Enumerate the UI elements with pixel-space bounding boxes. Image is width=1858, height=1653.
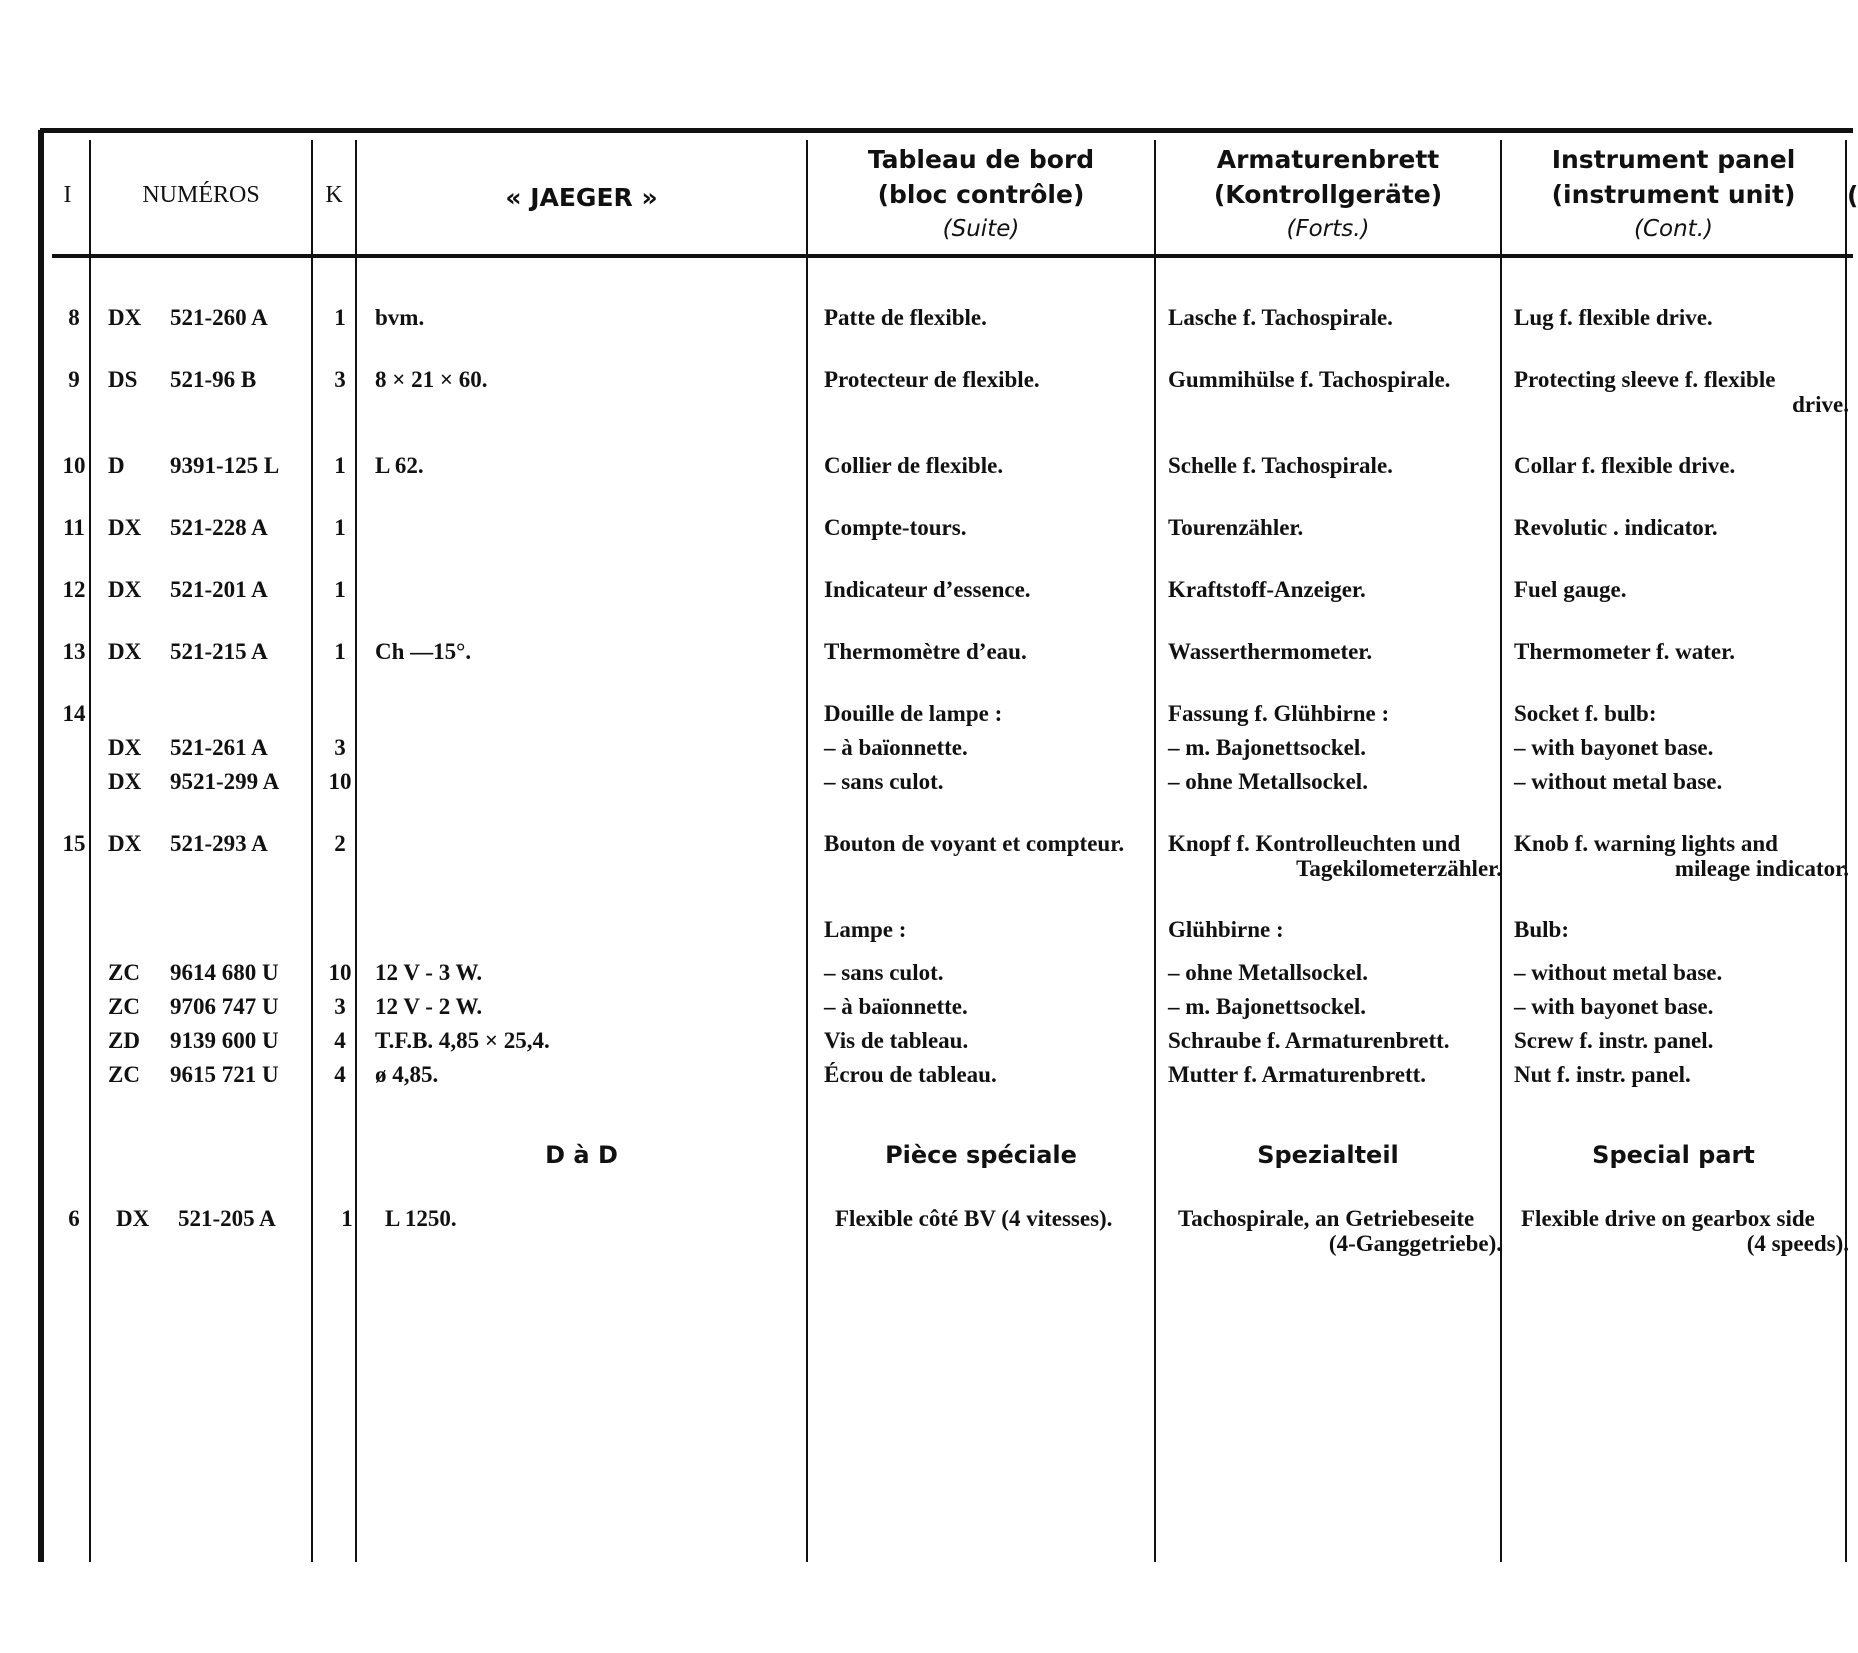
row-de-line2: Tagekilometerzähler.	[1296, 856, 1502, 881]
row-en-line1: Protecting sleeve f. flexible	[1514, 367, 1776, 392]
row-ref: ø 4,85.	[375, 1062, 439, 1087]
row-en: Collar f. flexible drive.	[1514, 453, 1736, 478]
row-prefix: ZC	[108, 960, 140, 985]
header-col-en	[1502, 142, 1845, 247]
row-en-line2: drive.	[1792, 392, 1849, 417]
row-en: Socket f. bulb:	[1514, 701, 1657, 726]
header-col-i: I	[63, 182, 72, 208]
row-num: 15	[62, 831, 86, 856]
row-de: – m. Bajonettsockel.	[1168, 735, 1367, 760]
row-ref: 8 × 21 × 60.	[375, 367, 488, 392]
row-fr: – sans culot.	[824, 769, 944, 794]
row-en: Screw f. instr. panel.	[1514, 1028, 1714, 1053]
row-de: Schelle f. Tachospirale.	[1168, 453, 1393, 478]
col-divider-fr	[1154, 140, 1156, 1562]
row-de: Kraftstoff-Anzeiger.	[1168, 577, 1366, 602]
row-qty: 1	[334, 577, 346, 602]
header-de-line2: (Kontrollgeräte)	[1213, 180, 1443, 209]
row-en: Nut f. instr. panel.	[1514, 1062, 1691, 1087]
special-row-en	[1521, 1206, 1849, 1256]
row-de: – m. Bajonettsockel.	[1168, 994, 1367, 1019]
row-code: 9614 680 U	[170, 960, 279, 985]
row-num: 8	[68, 305, 80, 330]
special-row-qty: 1	[341, 1206, 353, 1231]
row-fr: Douille de lampe :	[824, 701, 1003, 726]
row-fr: Lampe :	[824, 917, 907, 942]
special-row-prefix: DX	[116, 1206, 150, 1231]
header-col-jaeger: « JAEGER »	[505, 183, 658, 212]
header-bottom-rule	[52, 254, 1853, 258]
row-en: – without metal base.	[1514, 769, 1723, 794]
row-fr: Compte-tours.	[824, 515, 967, 540]
row-code: 521-293 A	[170, 831, 268, 856]
row-fr: – sans culot.	[824, 960, 944, 985]
row-en: Bulb:	[1514, 917, 1569, 942]
row-en: Thermometer f. water.	[1514, 639, 1735, 664]
row-qty: 1	[334, 305, 346, 330]
row-fr: Indicateur d’essence.	[824, 577, 1031, 602]
row-code: 9391-125 L	[170, 453, 280, 478]
row-code: 9139 600 U	[170, 1028, 279, 1053]
row-prefix: DX	[108, 769, 142, 794]
header-de-sub: (Forts.)	[1286, 216, 1370, 242]
row-qty: 1	[334, 639, 346, 664]
row-ref: L 62.	[375, 453, 424, 478]
row-de-line1: Knopf f. Kontrolleuchten und	[1168, 831, 1461, 856]
row-ref: 12 V - 3 W.	[375, 960, 483, 985]
section-de: Spezialteil	[1257, 1141, 1399, 1169]
special-row-de	[1178, 1206, 1502, 1256]
row-code: 521-201 A	[170, 577, 268, 602]
top-rule	[40, 128, 1853, 133]
row-qty: 3	[334, 367, 346, 392]
row-ref: Ch —15°.	[375, 639, 472, 664]
row-qty: 4	[334, 1062, 346, 1087]
row-code: 521-261 A	[170, 735, 268, 760]
row-num: 11	[63, 515, 85, 540]
header-col-de	[1156, 142, 1500, 247]
row-en	[1514, 831, 1849, 881]
row-prefix: D	[108, 453, 125, 478]
row-prefix: ZC	[108, 994, 140, 1019]
row-de: – ohne Metallsockel.	[1168, 960, 1368, 985]
left-border	[38, 130, 44, 1562]
row-num: 13	[62, 639, 86, 664]
col-divider-numeros	[311, 140, 313, 1562]
row-qty: 10	[328, 769, 352, 794]
row-fr: Patte de flexible.	[824, 305, 987, 330]
row-num: 12	[62, 577, 86, 602]
row-fr: Thermomètre d’eau.	[824, 639, 1027, 664]
row-de: Gummihülse f. Tachospirale.	[1168, 367, 1451, 392]
special-row-de-line1: Tachospirale, an Getriebeseite	[1178, 1206, 1475, 1231]
header-de-line1: Armaturenbrett	[1216, 145, 1440, 174]
row-ref: 12 V - 2 W.	[375, 994, 483, 1019]
header-col-numeros: NUMÉROS	[142, 182, 260, 208]
row-prefix: DX	[108, 305, 142, 330]
col-divider-jaeger	[806, 140, 808, 1562]
row-de: – ohne Metallsockel.	[1168, 769, 1368, 794]
row-de	[1168, 831, 1502, 881]
row-code: 521-215 A	[170, 639, 268, 664]
row-code: 9521-299 A	[170, 769, 280, 794]
row-en: – with bayonet base.	[1514, 994, 1714, 1019]
header-en-sub: (Cont.)	[1634, 216, 1713, 242]
row-prefix: DX	[108, 577, 142, 602]
row-qty: 1	[334, 453, 346, 478]
row-prefix: DS	[108, 367, 138, 392]
row-ref: T.F.B. 4,85 × 25,4.	[375, 1028, 550, 1053]
row-qty: 10	[328, 960, 352, 985]
special-row-de-line2: (4-Ganggetriebe).	[1328, 1231, 1502, 1256]
special-row-num: 6	[68, 1206, 80, 1231]
row-fr: – à baïonnette.	[824, 735, 968, 760]
row-qty: 3	[334, 994, 346, 1019]
row-prefix: DX	[108, 735, 142, 760]
row-en: Lug f. flexible drive.	[1514, 305, 1713, 330]
row-fr: – à baïonnette.	[824, 994, 968, 1019]
row-prefix: ZD	[108, 1028, 140, 1053]
row-fr: Écrou de tableau.	[824, 1062, 997, 1087]
row-en: Revolutic . indicator.	[1514, 515, 1718, 540]
header-en-line2: (instrument unit)	[1551, 180, 1796, 209]
row-de: Lasche f. Tachospirale.	[1168, 305, 1393, 330]
header-cut-char: (	[1847, 181, 1858, 210]
special-row-ref: L 1250.	[385, 1206, 457, 1231]
row-qty: 1	[334, 515, 346, 540]
row-fr: Protecteur de flexible.	[824, 367, 1040, 392]
row-fr: Bouton de voyant et compteur.	[824, 831, 1125, 856]
row-en-line2: mileage indicator.	[1674, 856, 1849, 881]
row-code: 521-260 A	[170, 305, 268, 330]
section-en: Special part	[1592, 1141, 1755, 1169]
row-de: Schraube f. Armaturenbrett.	[1168, 1028, 1450, 1053]
row-code: 9615 721 U	[170, 1062, 279, 1087]
section-fr: Pièce spéciale	[885, 1141, 1077, 1169]
row-de: Wasserthermometer.	[1168, 639, 1373, 664]
row-prefix: DX	[108, 831, 142, 856]
special-row-en-line1: Flexible drive on gearbox side	[1521, 1206, 1815, 1231]
row-fr: Vis de tableau.	[824, 1028, 969, 1053]
row-code: 521-96 B	[170, 367, 257, 392]
row-qty: 2	[334, 831, 346, 856]
header-fr-line2: (bloc contrôle)	[877, 180, 1085, 209]
special-row-code: 521-205 A	[178, 1206, 276, 1231]
row-qty: 4	[334, 1028, 346, 1053]
row-de: Tourenzähler.	[1168, 515, 1304, 540]
row-num: 9	[68, 367, 80, 392]
row-en: Fuel gauge.	[1514, 577, 1627, 602]
row-de: Glühbirne :	[1168, 917, 1284, 942]
row-num: 10	[62, 453, 86, 478]
row-prefix: DX	[108, 515, 142, 540]
header-fr-sub: (Suite)	[942, 216, 1020, 242]
header-col-k: K	[325, 182, 343, 208]
special-row-en-line2: (4 speeds).	[1746, 1231, 1849, 1256]
section-jaeger: D à D	[545, 1141, 618, 1169]
row-en	[1514, 367, 1849, 417]
row-num: 14	[62, 701, 86, 726]
row-qty: 3	[334, 735, 346, 760]
header-en-line1: Instrument panel	[1551, 145, 1796, 174]
row-ref: bvm.	[375, 305, 425, 330]
special-row-fr: Flexible côté BV (4 vitesses).	[835, 1206, 1113, 1231]
row-prefix: ZC	[108, 1062, 140, 1087]
row-code: 521-228 A	[170, 515, 268, 540]
row-de: Mutter f. Armaturenbrett.	[1168, 1062, 1427, 1087]
row-en-line1: Knob f. warning lights and	[1514, 831, 1778, 856]
row-code: 9706 747 U	[170, 994, 279, 1019]
row-en: – with bayonet base.	[1514, 735, 1714, 760]
header-col-fr	[808, 142, 1154, 247]
row-de: Fassung f. Glühbirne :	[1168, 701, 1390, 726]
header-fr-line1: Tableau de bord	[867, 145, 1095, 174]
row-en: – without metal base.	[1514, 960, 1723, 985]
row-prefix: DX	[108, 639, 142, 664]
row-fr: Collier de flexible.	[824, 453, 1004, 478]
